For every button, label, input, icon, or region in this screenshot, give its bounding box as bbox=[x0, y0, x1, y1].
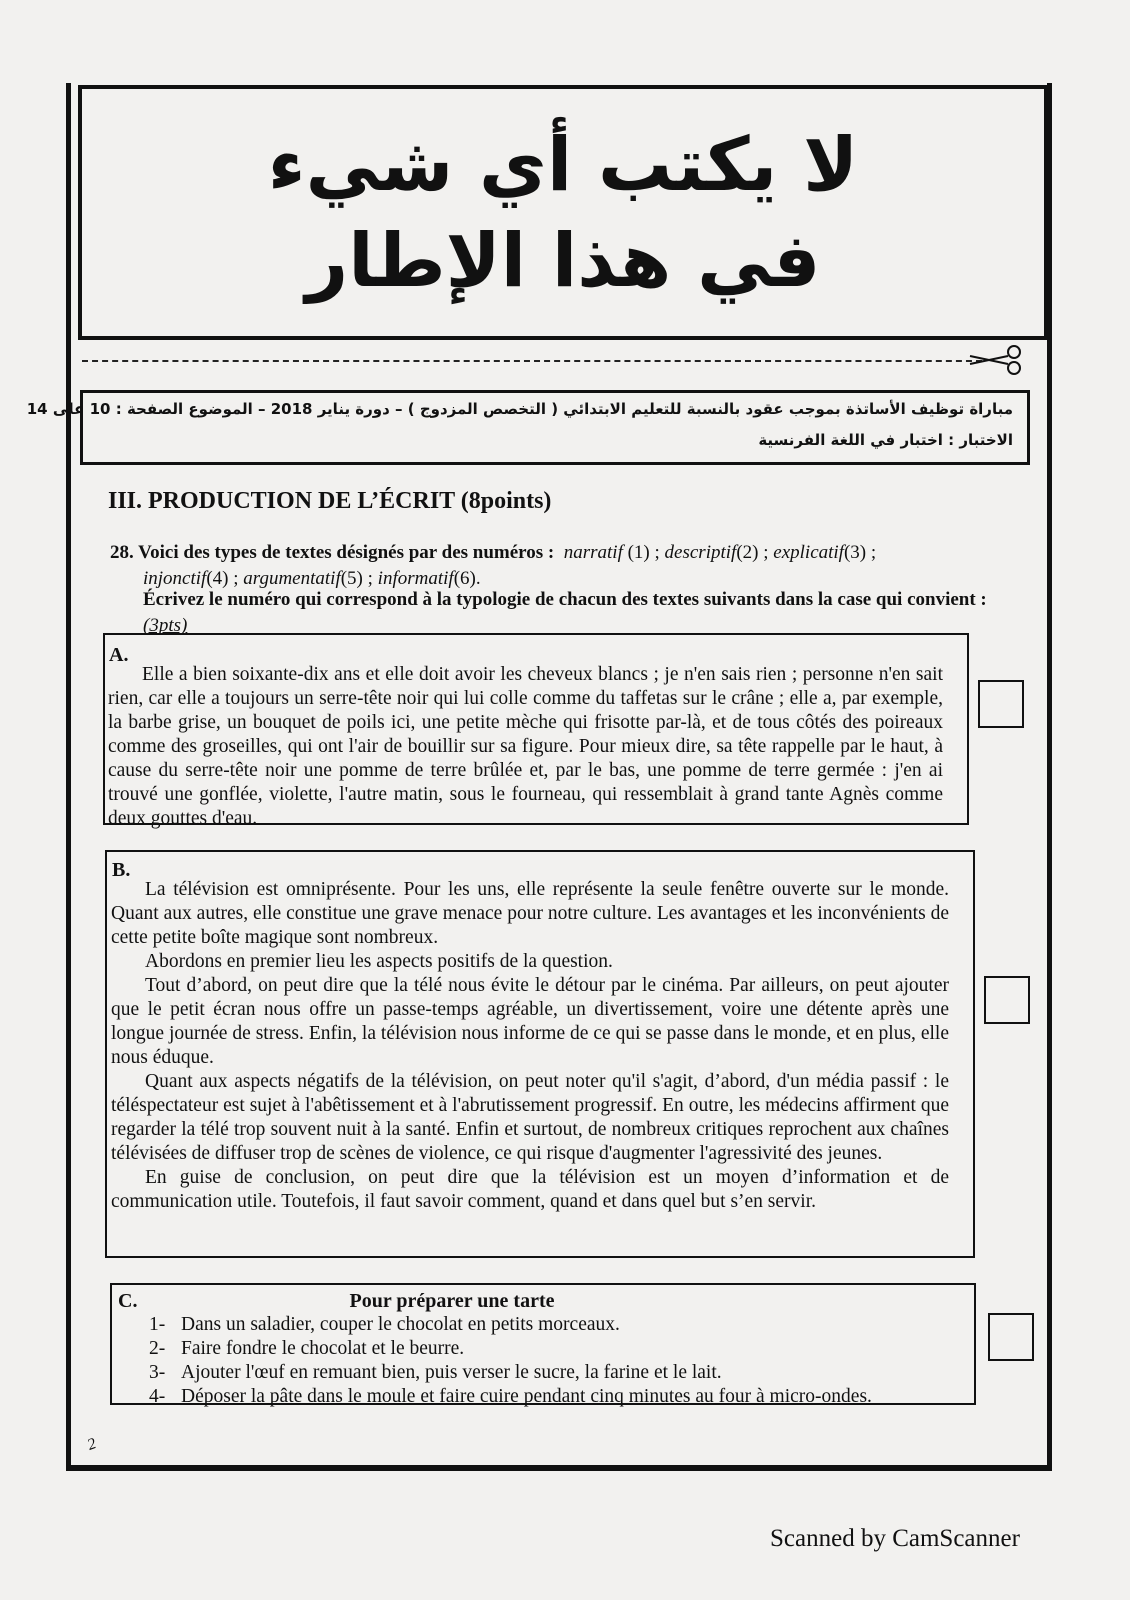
exam-header-box bbox=[26, 390, 1030, 465]
type-num-1: (1) bbox=[627, 542, 650, 563]
recipe-steps bbox=[149, 1313, 969, 1409]
step-number: 2- bbox=[149, 1338, 166, 1359]
answer-box-c[interactable] bbox=[988, 1313, 1034, 1361]
question-intro: 28. Voici des types de textes désignés par des numéros : narratif (1) ; descriptif(2) ; explicatif(3) ; bbox=[110, 542, 877, 563]
scan-credit: Scanned by CamScanner bbox=[770, 1525, 1020, 1552]
recipe-step bbox=[149, 1361, 969, 1385]
question-instruction-text: Écrivez le numéro qui correspond à la typologie de chacun des textes suivants dans la case qui convient : bbox=[143, 589, 987, 610]
type-name-1: narratif bbox=[563, 542, 623, 563]
text-b-paragraph: Tout d’abord, on peut dire que la télé nous évite le détour par le cinéma. Par ailleurs, on peut ajouter que le petit écran nous offre un passe-temps agréable, un divertissement, voire une détente après une longue journée de stress. Enfin, la télévision nous informe de ce qui se passe dans le monde, et en plus, elle nous éduque. bbox=[111, 975, 949, 1068]
question-types-line: injonctif(4) ; argumentatif(5) ; informatif(6). bbox=[143, 568, 481, 589]
type-num-2: (2) bbox=[736, 542, 759, 563]
no-write-box bbox=[78, 85, 1048, 340]
type-name-5: argumentatif bbox=[243, 568, 341, 589]
type-name-2: descriptif bbox=[664, 542, 737, 563]
type-num-3: (3) bbox=[843, 542, 867, 563]
text-b-label: B. bbox=[112, 859, 131, 881]
type-name-6: informatif bbox=[377, 568, 454, 589]
page-mark: 2 bbox=[85, 1435, 99, 1454]
step-text: Faire fondre le chocolat et le beurre. bbox=[181, 1338, 465, 1359]
step-number: 4- bbox=[149, 1386, 166, 1407]
text-b-paragraph: En guise de conclusion, on peut dire que la télévision est un moyen d’information et de communication utile. Toutefois, il faut savoir comment, quand et dans quel but s’en servir. bbox=[111, 1167, 949, 1212]
type-num-4: (4) bbox=[206, 568, 229, 589]
question-number-text: 28. Voici des types de textes désignés par des numéros : bbox=[110, 542, 555, 563]
recipe-step bbox=[149, 1337, 969, 1361]
recipe-step bbox=[149, 1385, 969, 1409]
text-box-c bbox=[110, 1283, 976, 1405]
answer-box-a[interactable] bbox=[978, 680, 1024, 728]
step-number: 3- bbox=[149, 1362, 166, 1383]
text-c-title: Pour préparer une tarte bbox=[349, 1290, 555, 1312]
text-b-body bbox=[111, 878, 949, 1214]
step-text: Dans un saladier, couper le chocolat en petits morceaux. bbox=[181, 1314, 620, 1335]
text-b-paragraph: La télévision est omniprésente. Pour les uns, elle représente la seule fenêtre ouverte sur le monde. Quant aux autres, elle constitue une grave menace pour notre culture. Les avantages et les inconvénients de cette petite boîte magique sont nombreux. bbox=[111, 879, 949, 948]
type-num-5: (5) bbox=[340, 568, 363, 589]
type-name-4: injonctif bbox=[143, 568, 207, 589]
scissors-icon bbox=[968, 342, 1024, 378]
section-title: III. PRODUCTION DE L’ÉCRIT (8points) bbox=[108, 488, 552, 514]
recipe-step bbox=[149, 1313, 969, 1337]
text-a-label: A. bbox=[109, 644, 129, 666]
answer-box-b[interactable] bbox=[984, 976, 1030, 1024]
text-box-b bbox=[105, 850, 975, 1258]
question-instruction bbox=[143, 587, 1013, 639]
no-write-line1: لا يكتب أي شيء bbox=[267, 121, 859, 208]
text-c-label: C. bbox=[118, 1290, 138, 1312]
text-box-a bbox=[103, 633, 969, 829]
exam-header-subject: الاختبار : اختبار في اللغة الفرنسية bbox=[758, 431, 1013, 449]
step-text: Déposer la pâte dans le moule et faire cuire pendant cinq minutes au four à micro-ondes. bbox=[181, 1386, 872, 1407]
exam-header-title: مباراة توظيف الأساتذة بموجب عقود بالنسبة للتعليم الابتدائي ( التخصص المزدوج ) – دورة يناير 2018 – الموضوع الصفحة : 10 على 14 bbox=[26, 400, 1013, 418]
no-write-line2: في هذا الإطار bbox=[305, 217, 821, 304]
text-a-paragraph: Elle a bien soixante-dix ans et elle doit avoir les cheveux blancs ; je n'en sais rien ; personne n'en sait rien, car elle a toujours un serre-tête noir qui lui colle comme du taffetas sur le crâne ; elle a, par exemple, la barbe grise, un bouquet de poils ici, une petite mèche qui frisotte par-là, et de tous côtés des poireaux comme des groseilles, qui ont l'air de bouillir sur sa figure. Pour mieux dire, sa tête rappelle par le haut, à cause du serre-tête noir une pomme de terre brûlée et, par le bas, une pomme de terre germée : j'en ai trouvé une gonflée, violette, l'autre matin, sous le fourneau, qui ressemblait à grand tante Agnès comme deux gouttes d'eau. bbox=[108, 664, 943, 829]
step-number: 1- bbox=[149, 1314, 166, 1335]
cut-line bbox=[82, 360, 982, 362]
text-b-paragraph: Quant aux aspects négatifs de la télévision, on peut noter qu'il s'agit, d’abord, d'un média passif : le téléspectateur est sujet à l'abêtissement et à l'abrutissement progressif. En outre, les médecins affirment que regarder la télé trop souvent nuit à la santé. Enfin et surtout, de nombreux critiques reprochent aux chaînes télévisées de diffuser trop de scènes de violence, ce qui risque d'augmenter l'agressivité des jeunes. bbox=[111, 1071, 949, 1164]
type-name-3: explicatif bbox=[773, 542, 844, 563]
step-text: Ajouter l'œuf en remuant bien, puis verser le sucre, la farine et le lait. bbox=[181, 1362, 722, 1383]
question-points: (3pts) bbox=[143, 615, 188, 636]
type-num-6: (6) bbox=[453, 568, 476, 589]
text-b-paragraph: Abordons en premier lieu les aspects positifs de la question. bbox=[145, 951, 613, 972]
